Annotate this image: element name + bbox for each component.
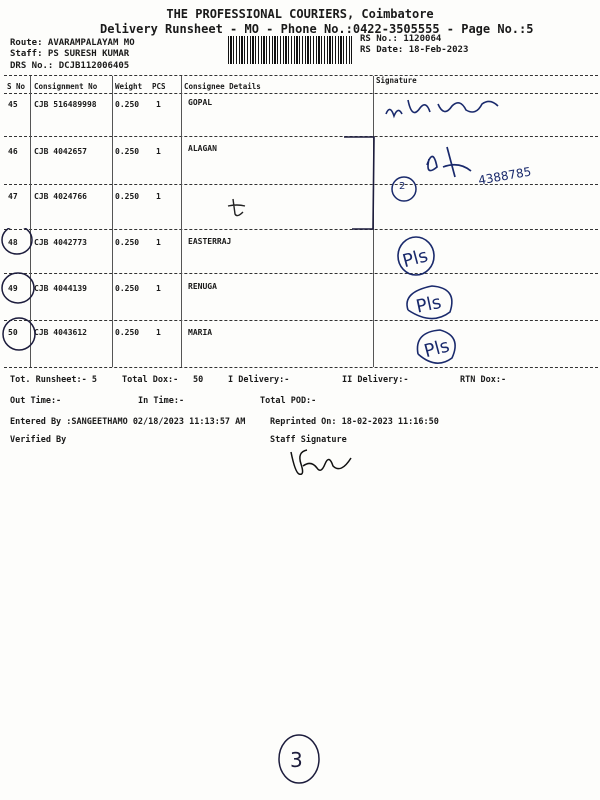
- company-title: THE PROFESSIONAL COURIERS, Coimbatore: [166, 7, 434, 21]
- out-time: Out Time:-: [10, 396, 62, 406]
- row-consignment: CJB 4042657: [34, 147, 87, 156]
- signature-row-45: [380, 90, 510, 130]
- rtn-dox: RTN Dox:-: [460, 375, 507, 385]
- staff-signature-label: Staff Signature: [270, 435, 347, 445]
- column-header-consignee: Consignee Details: [184, 82, 261, 91]
- row-weight: 0.250: [115, 284, 140, 293]
- row-weight: 0.250: [115, 100, 140, 109]
- column-header-signature: Signature: [376, 76, 417, 85]
- column-header-pcs: PCS: [152, 82, 166, 91]
- row-sno: 49: [8, 284, 18, 293]
- row-consignee: GOPAL: [188, 98, 213, 107]
- handwritten-phone: 4388785: [477, 164, 533, 188]
- row-sno: 45: [8, 100, 18, 109]
- ii-delivery: II Delivery:-: [342, 375, 409, 385]
- rs-date: RS Date: 18-Feb-2023: [360, 45, 469, 55]
- column-divider: [181, 76, 182, 367]
- row-divider: [4, 320, 598, 321]
- column-header-weight: Weight: [115, 82, 143, 91]
- row-consignment: CJB 4024766: [34, 192, 87, 201]
- table-bottom-rule: [4, 367, 598, 368]
- row-consignment: CJB 4043612: [34, 328, 87, 337]
- handwritten-bracket: [340, 133, 380, 233]
- row-divider: [4, 273, 598, 274]
- signature-row-46: [385, 137, 560, 207]
- row-sno: 46: [8, 147, 18, 156]
- total-pod: Total POD:-: [260, 396, 317, 406]
- row-pcs: 1: [156, 147, 161, 156]
- svg-text:Pls: Pls: [400, 245, 431, 273]
- row-pcs: 1: [156, 100, 161, 109]
- row-sno: 47: [8, 192, 18, 201]
- tot-runsheet: Tot. Runsheet:- 5: [10, 375, 97, 385]
- route-label: Route: AVARAMPALAYAM MO: [10, 38, 135, 48]
- column-header-sno: S No: [7, 82, 26, 91]
- entered-by: Entered By :SANGEETHAMO 02/18/2023 11:13:57 AM: [10, 417, 246, 427]
- svg-text:Pls: Pls: [414, 291, 444, 318]
- reprinted-on: Reprinted On: 18-02-2023 11:16:50: [270, 417, 439, 427]
- row-consignment: CJB 516489998: [34, 100, 97, 109]
- staff-signature: [285, 444, 355, 480]
- total-dox-value: 50: [193, 375, 204, 385]
- handwritten-mark: [225, 196, 251, 220]
- row-sno: 48: [8, 238, 18, 247]
- row-consignment: CJB 4042773: [34, 238, 87, 247]
- row-consignee: RENUGA: [188, 282, 217, 291]
- column-divider: [112, 76, 113, 367]
- staff-label: Staff: PS SURESH KUMAR: [10, 49, 130, 59]
- drs-number: DRS No.: DCJB112006405: [10, 61, 130, 71]
- handwritten-circles: [0, 228, 40, 368]
- row-consignee: EASTERRAJ: [188, 237, 232, 246]
- row-weight: 0.250: [115, 192, 140, 201]
- signature-pls-stamps: [392, 232, 462, 372]
- row-divider: [4, 229, 598, 230]
- row-sno: 50: [8, 328, 18, 337]
- row-pcs: 1: [156, 192, 161, 201]
- svg-text:Pls: Pls: [421, 335, 452, 363]
- row-consignee: MARIA: [188, 328, 213, 337]
- handwritten-circled-number: 2: [399, 181, 406, 192]
- table-top-rule: [4, 75, 598, 76]
- row-consignment: CJB 4044139: [34, 284, 87, 293]
- column-header-consignment: Consignment No: [34, 82, 98, 91]
- verified-by: Verified By: [10, 435, 67, 445]
- handwritten-page-number: 3: [290, 748, 303, 772]
- row-pcs: 1: [156, 238, 161, 247]
- runsheet-subtitle: Delivery Runsheet - MO - Phone No.:0422-3505555 - Page No.:5: [100, 22, 534, 36]
- row-weight: 0.250: [115, 238, 140, 247]
- row-weight: 0.250: [115, 147, 140, 156]
- row-pcs: 1: [156, 328, 161, 337]
- row-pcs: 1: [156, 284, 161, 293]
- row-consignee: ALAGAN: [188, 144, 217, 153]
- i-delivery: I Delivery:-: [228, 375, 290, 385]
- barcode: [228, 36, 352, 64]
- rs-number: RS No.: 1120064: [360, 34, 442, 44]
- row-weight: 0.250: [115, 328, 140, 337]
- total-dox-label: Total Dox:-: [122, 375, 179, 385]
- in-time: In Time:-: [138, 396, 185, 406]
